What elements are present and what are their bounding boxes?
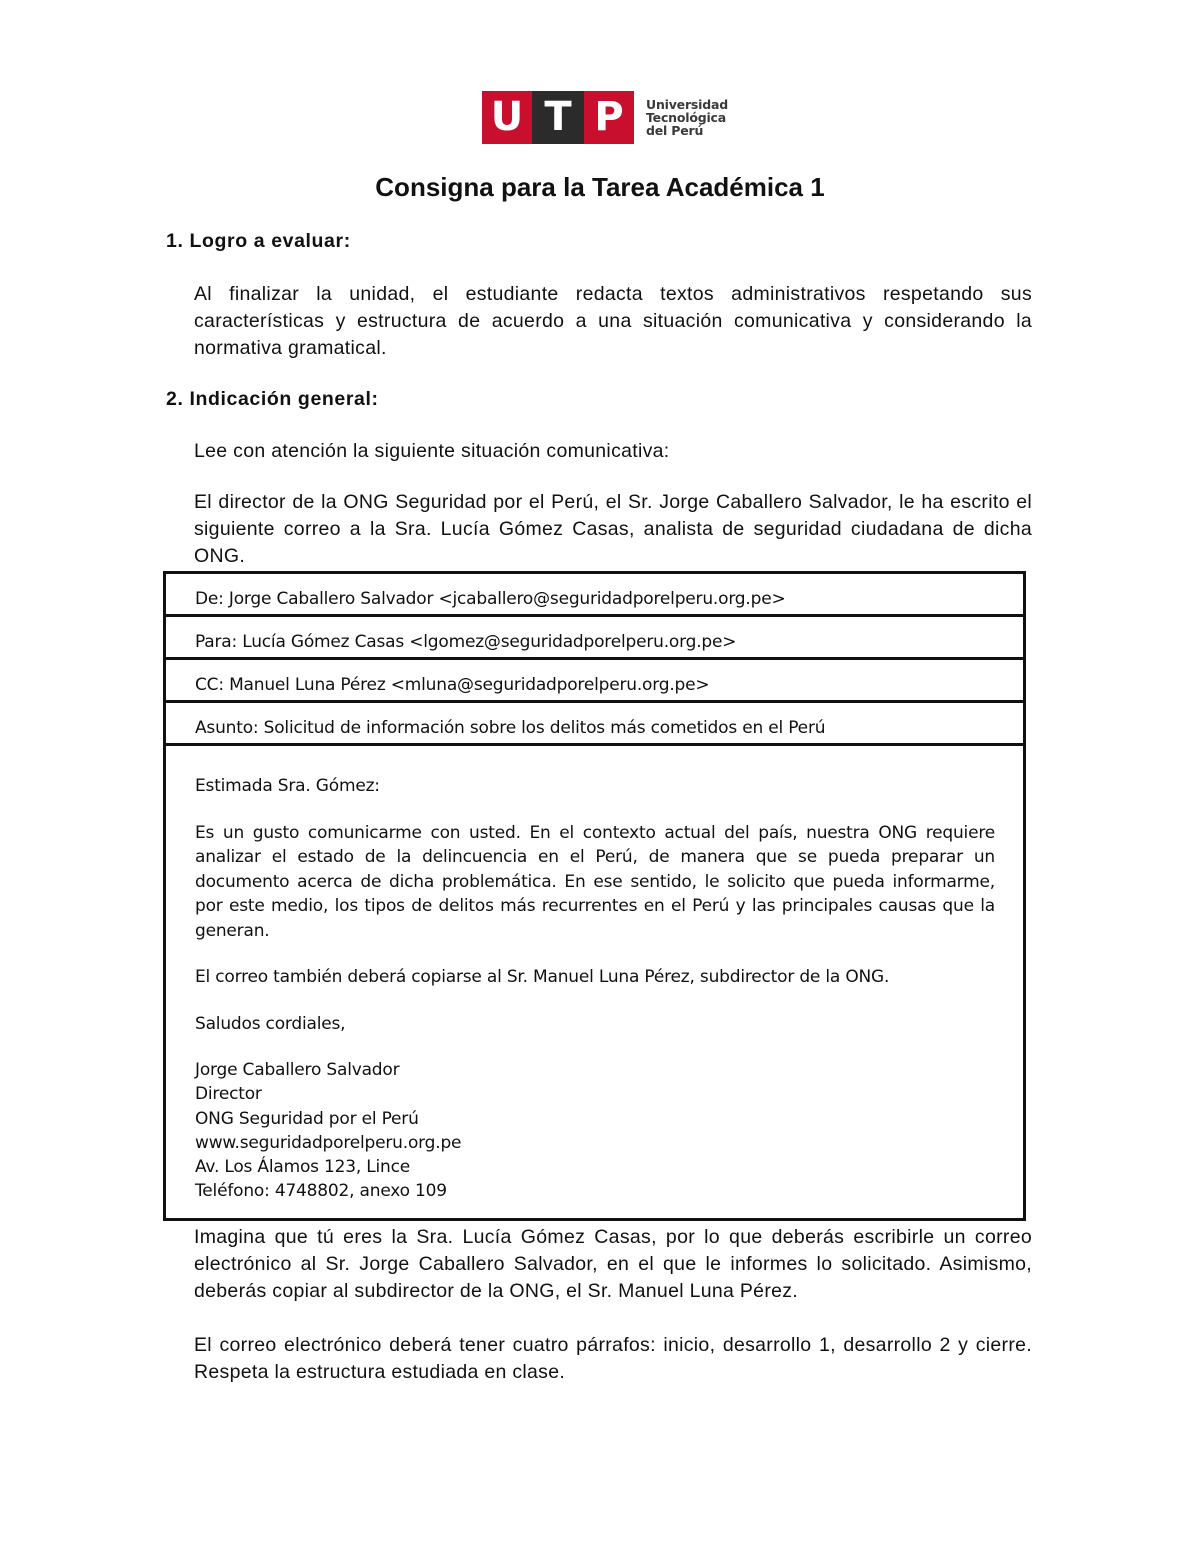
signature-name: Jorge Caballero Salvador — [195, 1060, 400, 1080]
logo-letter-u: U — [490, 94, 524, 140]
intro-paragraph: Lee con atención la siguiente situación comunicativa: — [194, 440, 670, 462]
email-table — [163, 571, 1026, 1221]
logo-letter-p: P — [594, 94, 624, 140]
logro-paragraph: Al finalizar la unidad, el estudiante redacta textos administrativos respetando sus características y estructura de acuerdo a una situación comunicativa y considerando la normativa gramatical. — [194, 283, 1032, 359]
email-cc-row: CC: Manuel Luna Pérez <mluna@seguridadporelperu.org.pe> — [166, 660, 1023, 703]
section-heading-logro: 1. Logro a evaluar: — [166, 230, 351, 252]
email-from-row: De: Jorge Caballero Salvador <jcaballero@seguridadporelperu.org.pe> — [166, 574, 1023, 617]
context-paragraph: El director de la ONG Seguridad por el Perú, el Sr. Jorge Caballero Salvador, le ha escrito el siguiente correo a la Sra. Lucía Gómez Casas, analista de seguridad ciudadana de dicha ONG. — [194, 491, 1032, 567]
section-heading-indicacion: 2. Indicación general: — [166, 388, 379, 410]
signature-web: www.seguridadporelperu.org.pe — [195, 1132, 462, 1153]
signature-phone: Teléfono: 4748802, anexo 109 — [195, 1181, 447, 1202]
logo-university-name — [646, 98, 728, 137]
signature-org: ONG Seguridad por el Perú — [195, 1108, 419, 1129]
email-to-row: Para: Lucía Gómez Casas <lgomez@seguridadporelperu.org.pe> — [166, 617, 1023, 660]
email-closing: Saludos cordiales, — [195, 1013, 346, 1034]
email-paragraph-1: Es un gusto comunicarme con usted. En el contexto actual del país, nuestra ONG requiere analizar el estado de la delincuencia en el Perú, de manera que se pueda preparar un documento acerca de dicha problemática. En ese sentido, le solicito que pueda informarme, por este medio, los tipos de delitos más recurrentes en el Perú y las principales causas que la generan. — [195, 822, 995, 941]
signature-role: Director — [195, 1084, 262, 1105]
instructions-paragraph-2: El correo electrónico deberá tener cuatro párrafos: inicio, desarrollo 1, desarrollo 2 y cierre. Respeta la estructura estudiada en clase. — [194, 1334, 1032, 1383]
logo-name-line: Universidad — [646, 96, 728, 112]
page-title: Consigna para la Tarea Académica 1 — [375, 172, 825, 202]
email-body — [166, 746, 1023, 1218]
logo-name-line: del Perú — [646, 122, 704, 138]
email-subject-row: Asunto: Solicitud de información sobre los delitos más cometidos en el Perú — [166, 703, 1023, 746]
utp-logo — [482, 90, 728, 144]
logo-name-line: Tecnológica — [646, 109, 726, 125]
instructions-paragraph-1: Imagina que tú eres la Sra. Lucía Gómez Casas, por lo que deberás escribirle un correo electrónico al Sr. Jorge Caballero Salvador, en el que le informes lo solicitado. Asimismo, deberás copiar al subdirector de la ONG, el Sr. Manuel Luna Pérez. — [194, 1226, 1032, 1302]
signature-address: Av. Los Álamos 123, Lince — [195, 1157, 411, 1178]
email-signature — [195, 1058, 995, 1204]
logo-letter-block — [482, 91, 634, 144]
email-greeting: Estimada Sra. Gómez: — [195, 776, 380, 796]
email-paragraph-2: El correo también deberá copiarse al Sr. Manuel Luna Pérez, subdirector de la ONG. — [195, 967, 890, 987]
logo-letter-t: T — [532, 91, 584, 144]
